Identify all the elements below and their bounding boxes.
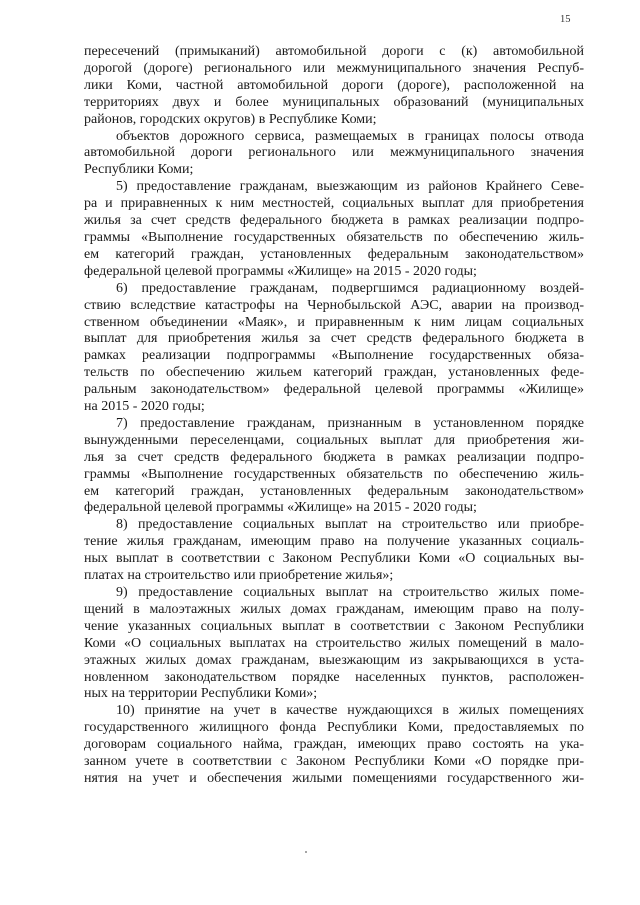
text-line: тельств по обеспечению жильем категорий граждан, установленных феде- [84, 365, 584, 381]
text-line: ствию вследствие катастрофы на Чернобыльской АЭС, аварии на производ- [84, 297, 584, 313]
text-line: щений в малоэтажных жилых домах гражданам, имеющим право на полу- [84, 601, 584, 617]
text-line: рамках реализации подпрограммы «Выполнение государственных обяза- [84, 348, 584, 364]
text-line: на 2015 - 2020 годы; [84, 399, 205, 415]
text-line: ных на территории Республики Коми»; [84, 686, 318, 702]
text-line: выплат для приобретения жилья за счет средств федерального бюджета в [84, 331, 584, 347]
text-line: тение жилья гражданам, имеющим право на получение указанных социаль- [84, 534, 584, 550]
text-line: граммы «Выполнение государственных обязательств по обеспечению жиль- [84, 229, 584, 245]
text-line: пересечений (примыканий) автомобильной дороги с (к) автомобильной [84, 44, 584, 59]
scan-speck [305, 851, 307, 853]
text-line: Коми «О социальных выплатах на строительство жилых помещений в мало- [84, 635, 584, 651]
text-line: чение указанных социальных выплат в соответствии с Законом Республики [84, 618, 584, 634]
text-line: дорогой (дороге) регионального или межмуниципального значения Респуб- [84, 60, 584, 76]
text-line: 9) предоставление социальных выплат на строительство жилых поме- [116, 585, 584, 600]
paragraph [84, 44, 584, 129]
page-number: 15 [560, 14, 571, 25]
text-line: 10) принятие на учет в качестве нуждающихся в жилых помещениях [116, 703, 584, 719]
text-line: ных выплат в соответствии с Законом Республики Коми «О социальных вы- [84, 551, 584, 567]
text-line: платах на строительство или приобретение жилья»; [84, 568, 394, 584]
text-line: новленном законодательством порядке населенных пунктов, расположен- [84, 669, 584, 685]
paragraph [84, 281, 584, 416]
text-line: жилья за счет средств федерального бюджета в рамках реализации подпро- [84, 213, 584, 229]
text-line: 6) предоставление гражданам, подвергшимся радиационному воздей- [116, 280, 584, 296]
text-line: районов, городских округов) в Республике Коми; [84, 111, 377, 127]
text-line: ем категорий граждан, установленных федеральным законодательством» [84, 246, 584, 262]
text-line: лики Коми, частной автомобильной дороги (дороге), расположенной на [84, 77, 584, 93]
text-line: этажных жилых домах гражданам, выезжающим из закрывающихся в уста- [84, 652, 584, 668]
text-line: ральным законодательством» федеральной целевой программы «Жилище» [84, 382, 584, 398]
text-line: 7) предоставление гражданам, признанным в установленном порядке [116, 415, 584, 431]
text-line: федеральной целевой программы «Жилище» на 2015 - 2020 годы; [84, 500, 477, 516]
text-line: вынужденными переселенцами, социальных выплат для приобретения жи- [84, 432, 584, 448]
document-body [84, 44, 584, 788]
text-line: договорам социального найма, граждан, имеющих право состоять на ука- [84, 737, 584, 753]
text-line: территориях двух и более муниципальных образований (муниципальных [84, 94, 584, 110]
paragraph [84, 179, 584, 280]
text-line: автомобильной дороги регионального или межмуниципального значения [84, 145, 584, 161]
text-line: нятия на учет и обеспечения жилыми помещениями государственного жи- [84, 770, 584, 786]
text-line: объектов дорожного сервиса, размещаемых в границах полосы отвода [116, 128, 584, 144]
text-line: 8) предоставление социальных выплат на строительство или приобре- [116, 517, 584, 533]
text-line: граммы «Выполнение государственных обязательств по обеспечению жиль- [84, 466, 584, 482]
paragraph [84, 703, 584, 788]
text-line: ем категорий граждан, установленных федеральным законодательством» [84, 483, 584, 499]
text-line: занном учете в соответствии с Законом Республики Коми «О порядке при- [84, 754, 584, 770]
text-line: федеральной целевой программы «Жилище» на 2015 - 2020 годы; [84, 263, 477, 279]
text-line: государственного жилищного фонда Республики Коми, предоставляемых по [84, 720, 584, 736]
paragraph [84, 517, 584, 585]
text-line: 5) предоставление гражданам, выезжающим из районов Крайнего Севе- [116, 179, 584, 195]
text-line: ра и приравненных к ним местностей, социальных выплат для приобретения [84, 196, 584, 212]
paragraph [84, 416, 584, 517]
paragraph [84, 129, 584, 180]
paragraph [84, 585, 584, 703]
text-line: ственном объединении «Маяк», и приравненным к ним лицам социальных [84, 314, 584, 330]
text-line: лья за счет средств федерального бюджета в рамках реализации подпро- [84, 449, 584, 465]
text-line: Республики Коми; [84, 162, 194, 178]
